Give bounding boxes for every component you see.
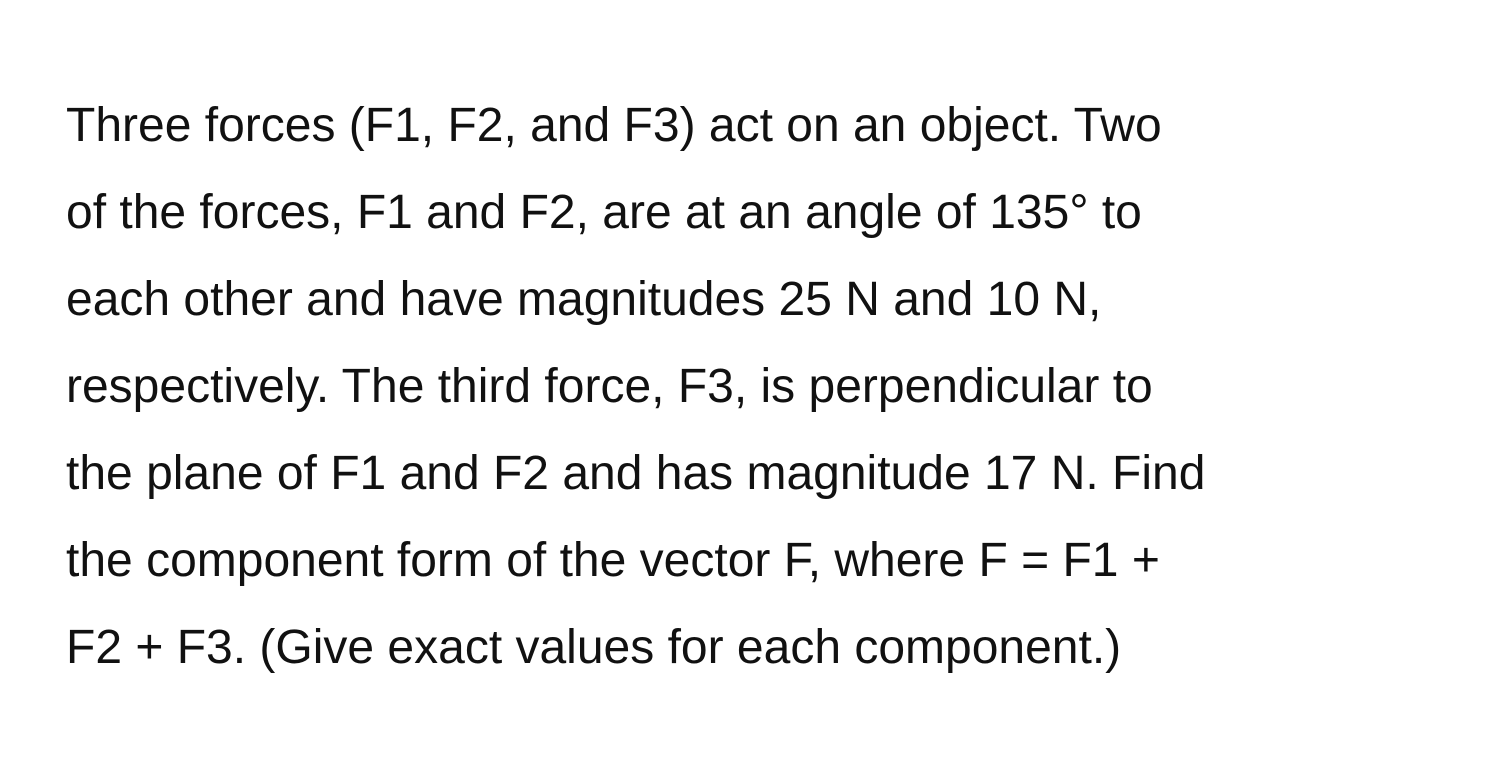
problem-line: the component form of the vector F, where F = F1 +	[66, 534, 1160, 587]
problem-line: F2 + F3. (Give exact values for each component.)	[66, 621, 1122, 674]
problem-line: Three forces (F1, F2, and F3) act on an object. Two	[66, 99, 1162, 152]
problem-line: each other and have magnitudes 25 N and 10 N,	[66, 273, 1102, 326]
problem-line: the plane of F1 and F2 and has magnitude 17 N. Find	[66, 447, 1206, 500]
problem-line: respectively. The third force, F3, is perpendicular to	[66, 360, 1153, 413]
problem-text	[66, 82, 1466, 691]
problem-line: of the forces, F1 and F2, are at an angle of 135° to	[66, 186, 1142, 239]
